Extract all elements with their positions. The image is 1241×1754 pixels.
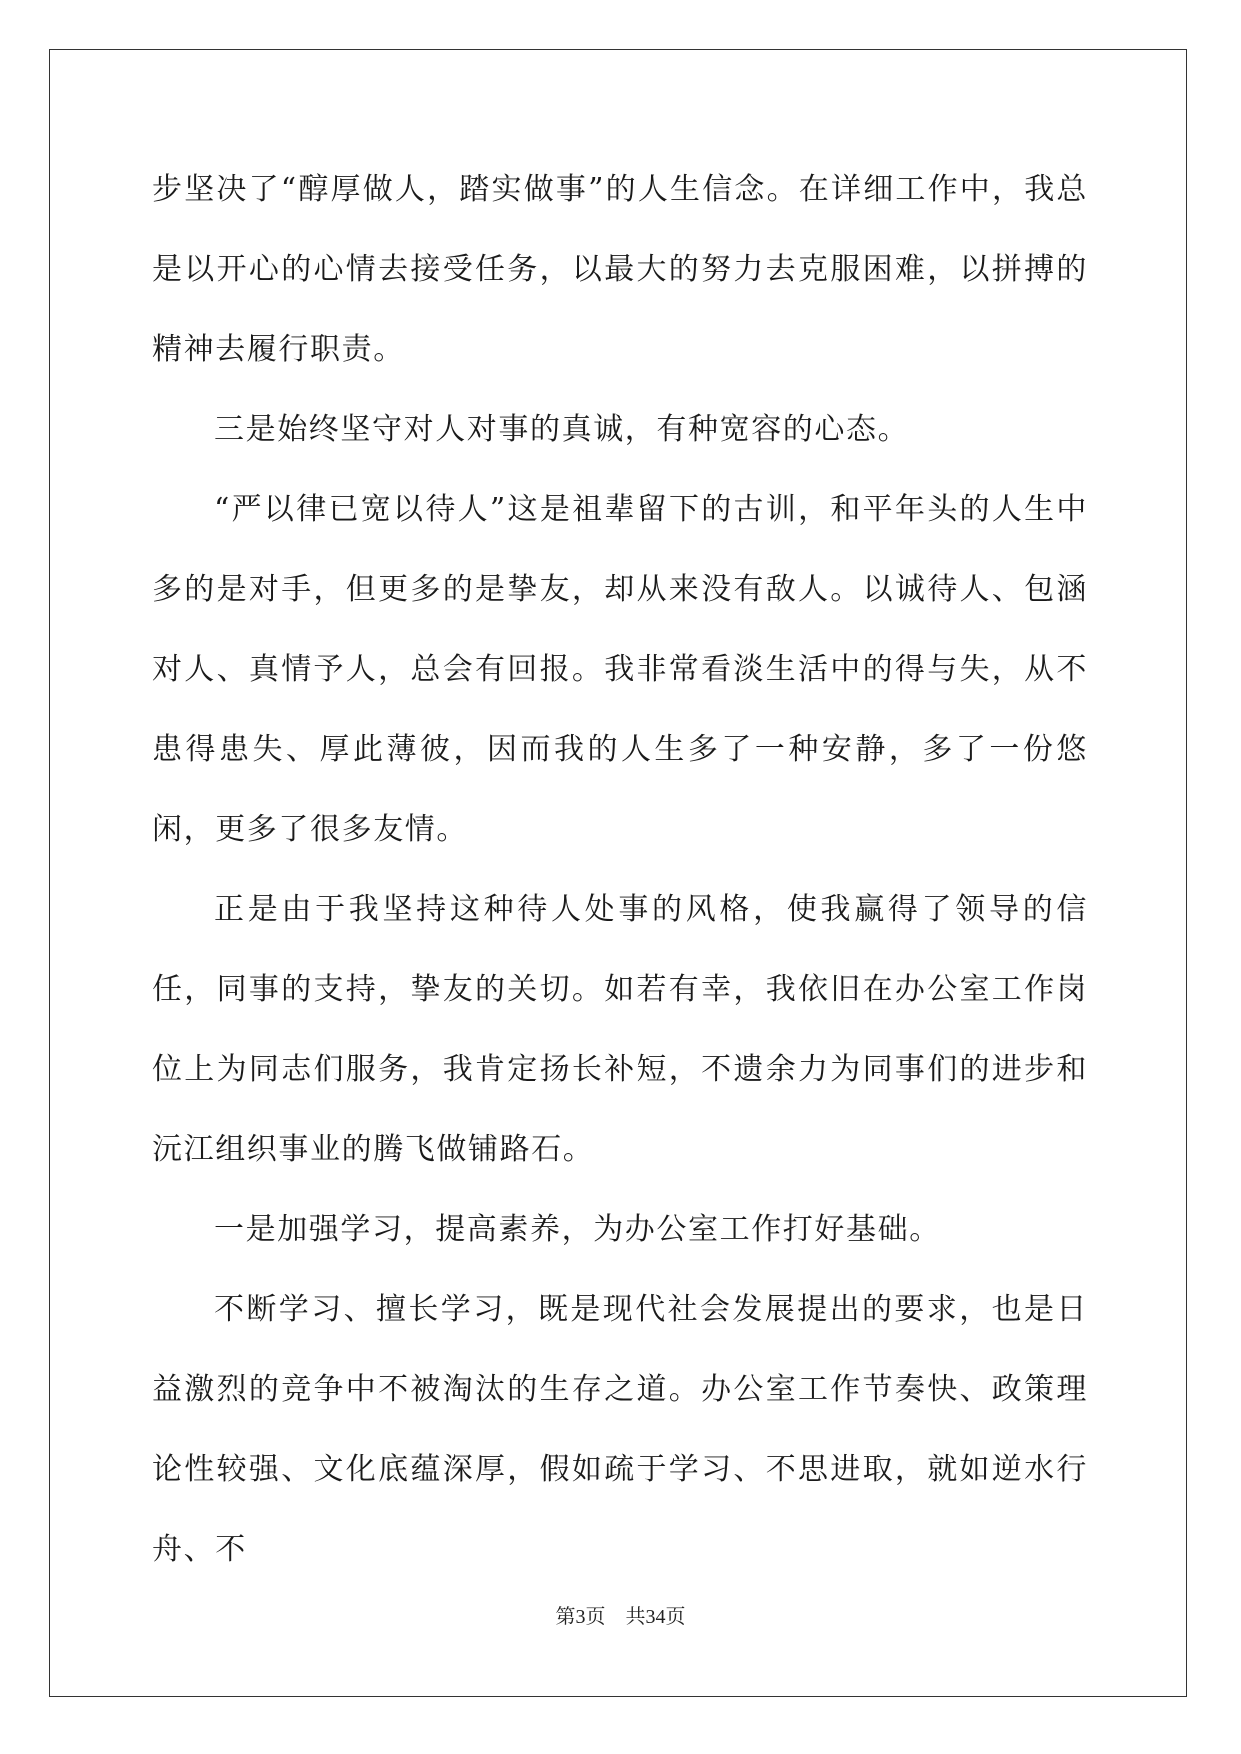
total-label-prefix: 共 [625, 1606, 646, 1628]
total-pages: 34 [645, 1606, 666, 1628]
paragraph: 步坚决了“醇厚做人，踏实做事”的人生信念。在详细工作中，我总是以开心的心情去接受任务，以最大的努力去克服困难，以拼搏的精神去履行职责。 [152, 172, 1088, 367]
page-label-suffix: 页 [585, 1606, 606, 1628]
total-label-suffix: 页 [665, 1606, 686, 1628]
document-body [152, 160, 1088, 1590]
page-footer [0, 1600, 1241, 1629]
page-number: 3 [575, 1606, 586, 1628]
paragraph: 一是加强学习，提高素养，为办公室工作打好基础。 [214, 1212, 941, 1247]
paragraph: 正是由于我坚持这种待人处事的风格，使我赢得了领导的信任，同事的支持，挚友的关切。如若有幸，我依旧在办公室工作岗位上为同志们服务，我肯定扬长补短，不遗余力为同事们的进步和沅江组织事业的腾飞做铺路石。 [152, 892, 1088, 1167]
paragraph: 不断学习、擅长学习，既是现代社会发展提出的要求，也是日益激烈的竞争中不被淘汰的生存之道。办公室工作节奏快、政策理论性较强、文化底蕴深厚，假如疏于学习、不思进取，就如逆水行舟、不 [152, 1292, 1088, 1567]
page-label-prefix: 第 [555, 1606, 576, 1628]
paragraph: 三是始终坚守对人对事的真诚，有种宽容的心态。 [214, 412, 910, 447]
paragraph: “严以律已宽以待人”这是祖辈留下的古训，和平年头的人生中多的是对手，但更多的是挚友，却从来没有敌人。以诚待人、包涵对人、真情予人，总会有回报。我非常看淡生活中的得与失，从不患得患失、厚此薄彼，因而我的人生多了一种安静，多了一份悠闲，更多了很多友情。 [152, 492, 1088, 847]
